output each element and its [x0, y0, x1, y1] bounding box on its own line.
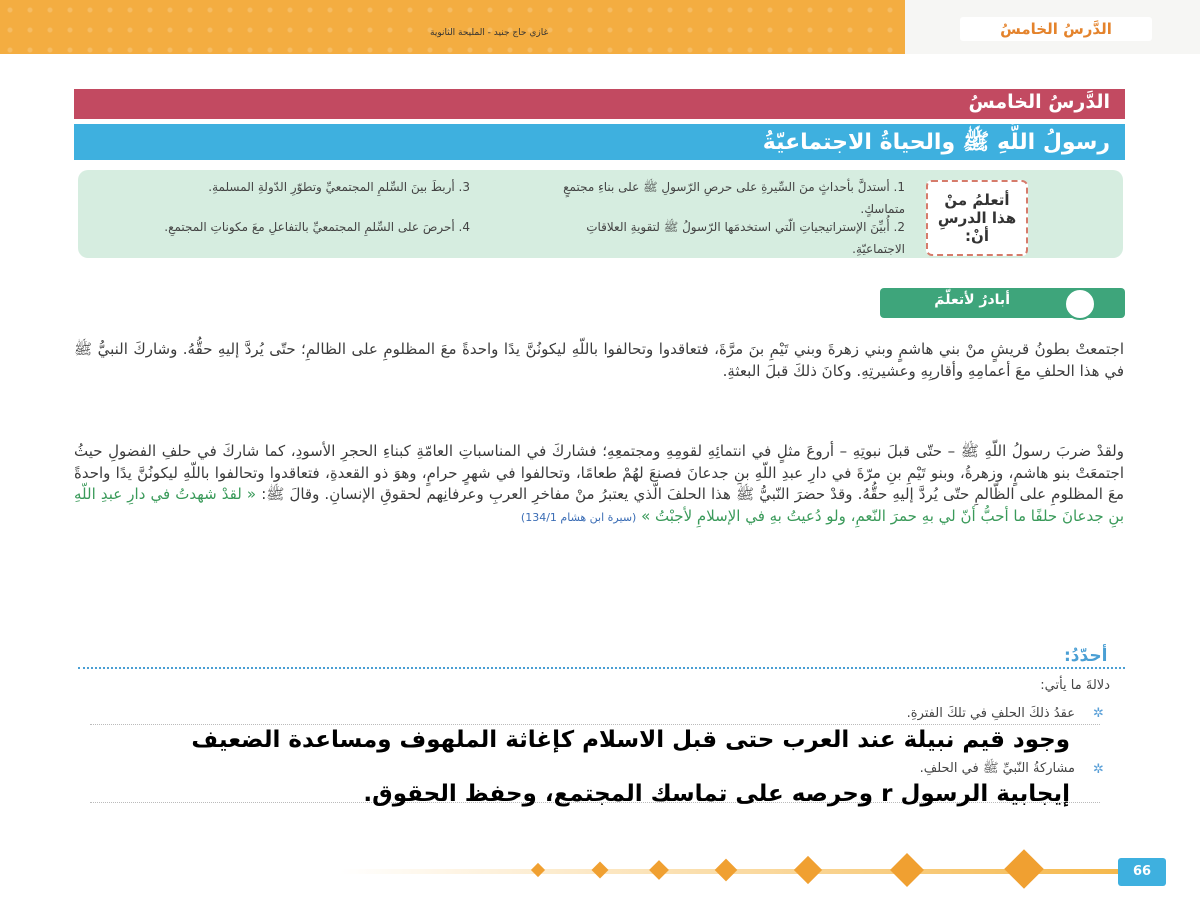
objectives-label-frame [926, 180, 1028, 256]
paragraph-2 [74, 441, 1124, 528]
footer-ornament [531, 863, 545, 877]
footer-ornament [1004, 849, 1044, 889]
paragraph-1: اجتمعتْ بطونُ قريشٍ منْ بني هاشمٍ وبني زهرةَ وبني تَيْمِ بنَ مرَّةَ، فتعاقدوا وتحالفوا باللّهِ ليكونُنَّ يدًا واحدةً معَ المظلومِ على الظالمِ؛ حتّى يُردَّ إليهِ حقُّهُ. وشاركَ النبيُّ ﷺ في هذا الحلفِ معَ أعمامِهِ وأقاربِهِ وعشيرتِهِ. وكانَ ذلكَ قبلَ البعثةِ. [74, 340, 1124, 380]
objective-3: 3. أربطَ بينَ السِّلمِ المجتمعيِّ وتطوّرِ الدّولةِ المسلمةِ. [208, 180, 470, 194]
section-label: أبادرُ لأتعلّمَ [934, 292, 1010, 308]
footer-ornament [890, 853, 924, 887]
paragraph-2-text: ولقدْ ضربَ رسولُ اللّهِ ﷺ – حتّى قبلَ نبوتِهِ – أروعَ مثلٍ في انتمائِهِ لقومِهِ ومجتمعِهِ؛ فشاركَ في المناسباتِ العامّةِ كبناءِ الحجرِ الأسودِ، كما شاركَ في حلفِ الفضولِ حيثُ اجتمعَتْ بنو هاشمٍ، وزهرةُ، وبنو تَيْمِ بنِ مرّةَ في دارِ عبدِ اللّهِ بنِ جدعانَ فصنعَ لهُمْ طعامًا، وتحالفوا في شهرٍ حرامٍ، وهوَ ذو القعدةِ، فتعاقدوا وتحالفوا باللّهِ ليكونُنَّ يدًا واحدةً معَ المظلومِ على الظّالمِ حتّى يُردَّ إليهِ حقُّهُ. وقدْ حضرَ النّبيُّ ﷺ هذا الحلفَ الّذي يعتبرُ منْ مفاخرِ العربِ وعرفانِهم لحقوقِ الإنسانِ. وقالَ ﷺ: [74, 442, 1124, 503]
star-bullet-icon: ✲ [1093, 706, 1104, 721]
footer-ornament [715, 859, 738, 882]
objectives-label-line2: هذا الدرسِ أنْ: [937, 209, 1017, 245]
objective-1: 1. أستدلَّ بأحداثٍ منَ السِّيرةِ على حرصِ الرّسولِ ﷺ على بناءِ مجتمعٍ متماسكٍ. [563, 180, 905, 216]
exercise-heading: أحدّدُ: [1064, 646, 1108, 666]
star-bullet-icon: ✲ [1093, 762, 1104, 777]
author-line: غازي حاج جنيد - المليحة الثانوية [430, 28, 549, 38]
footer-ornament [592, 862, 609, 879]
answer-2: إيجابية الرسول r وحرصه على تماسك المجتمع، وحفظ الحقوق. [363, 781, 1070, 807]
learner-icon [1064, 288, 1096, 320]
answer-1: وجود قيم نبيلة عند العرب حتى قبل الاسلام كإغاثة الملهوف ومساعدة الضعيف [191, 727, 1070, 753]
lesson-tab-label: الدَّرسُ الخامسُ [960, 17, 1152, 41]
exercise-divider [78, 667, 1125, 669]
objective-2: 2. أُبيِّنَ الإستراتيجياتِ الّتي استخدمَها الرّسولُ ﷺ لتقويةِ العلاقاتِ الاجتماعيّةِ. [586, 220, 905, 256]
exercise-item-1: عقدُ ذلكَ الحلفِ في تلكَ الفترةِ. [906, 706, 1075, 721]
objective-4: 4. أحرصَ على السِّلمِ المجتمعيِّ بالتفاعلِ معَ مكوناتِ المجتمعِ. [164, 220, 470, 234]
lesson-number-label: الدَّرسُ الخامسُ [968, 91, 1110, 113]
objectives-label-line1: أتعلمُ منْ [944, 191, 1010, 209]
lesson-title: رسولُ اللَّهِ ﷺ والحياةُ الاجتماعيّةُ [762, 130, 1110, 155]
footer-ornament [649, 860, 669, 880]
answer-line-1 [90, 724, 1100, 725]
exercise-item-2: مشاركةُ النّبيِّ ﷺ في الحلفِ. [919, 761, 1075, 776]
lesson-number-band [74, 89, 1125, 119]
footer-ornament [794, 856, 822, 884]
page-number: 66 [1118, 858, 1166, 886]
citation: (سيرة ابن هشام 134/1) [520, 510, 637, 524]
hadith-quote: « لقدْ شهدتُ في دارِ عبدِ اللّهِ بنِ جدعانَ حلفًا ما أحبُّ أنّ لي بهِ حمرَ النّعمِ، ولو دُعيتُ بهِ في الإسلامِ لأجبْتُ » [74, 485, 1124, 525]
exercise-prompt: دلالةَ ما يأتي: [1040, 678, 1110, 693]
